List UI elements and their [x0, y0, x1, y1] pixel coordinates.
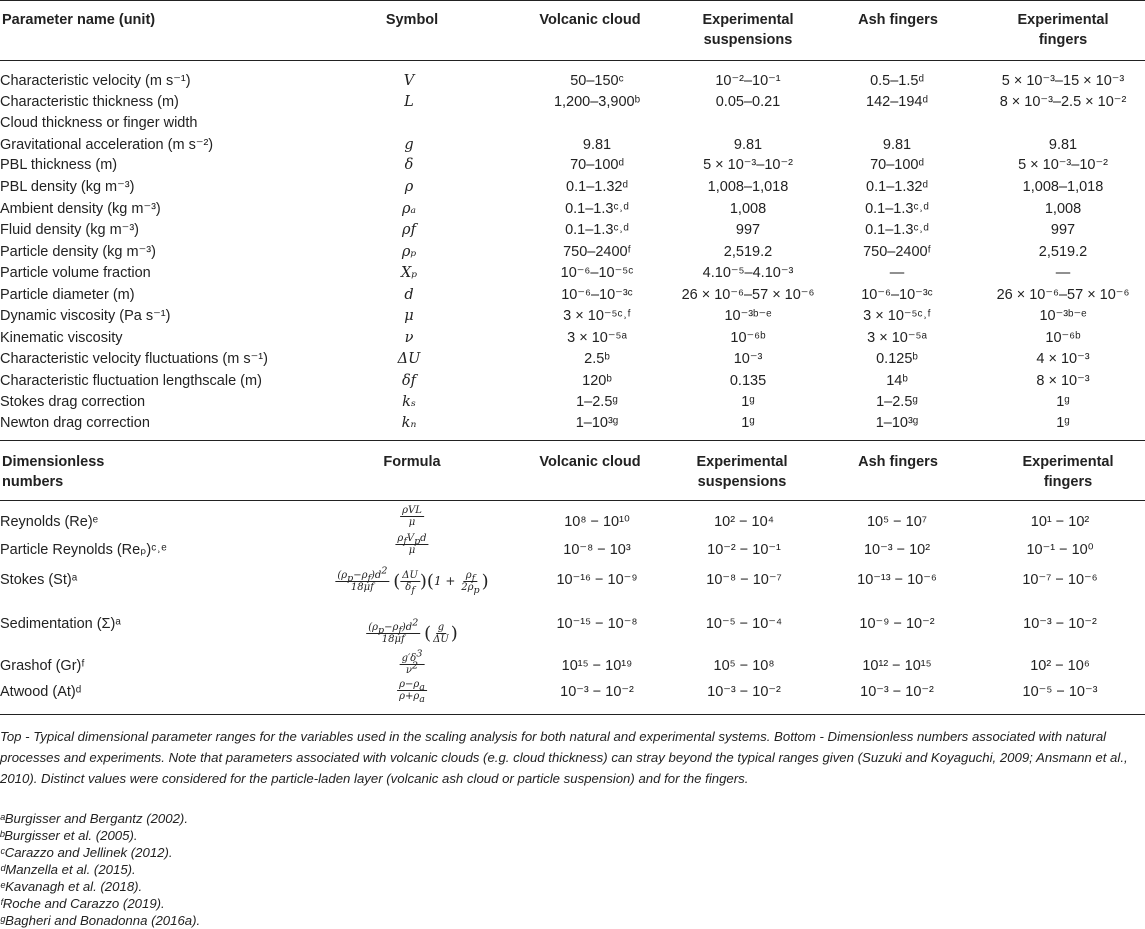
top-cell-exp-fingers: 4 × 10⁻³: [1036, 351, 1090, 367]
top-cell-ash: —: [889, 265, 905, 281]
top-cell-volcanic: 3 × 10⁻⁵ᶜ˒ᶠ: [563, 308, 631, 324]
bottom-cell-ash: 10⁻³ − 10²: [863, 542, 931, 558]
top-cell-symbol: kₙ: [401, 415, 417, 431]
top-cell-ash: 3 × 10⁻⁵ᵃ: [867, 330, 927, 346]
top-cell-symbol: g: [404, 137, 414, 153]
top-cell-symbol: d: [404, 287, 414, 303]
header-experimental-suspensions-2: Experimental suspensions: [696, 454, 788, 490]
top-cell-parameter: Stokes drag correction: [0, 394, 146, 410]
formula-fraction: $\frac{g'\delta^3}{\nu^2}$: [401, 648, 423, 676]
header-experimental-fingers-2: Experimental fingers: [1022, 454, 1114, 490]
top-cell-symbol: ρf: [402, 222, 416, 238]
top-cell-exp-fingers: 1ᵍ: [1056, 394, 1070, 410]
top-cell-ash: 10⁻⁶–10⁻³ᶜ: [861, 287, 933, 303]
top-cell-exp-susp: 9.81: [733, 137, 763, 153]
formula-fraction: $\frac{(\rho_p-\rho_f)d^2}{18\mu f}$: [337, 565, 388, 593]
top-cell-volcanic: 10⁻⁶–10⁻⁵ᶜ: [560, 265, 634, 281]
header-symbol: Symbol: [385, 12, 439, 28]
top-cell-ash: 0.5–1.5ᵈ: [870, 73, 924, 89]
table-caption: Top - Typical dimensional parameter ranges for the variables used in the scaling analysis for both natural and experimental systems. Bottom - Dimensionless numbers associated with natural processes and experiments. Note that parameters associated with volcanic clouds (e.g. cloud thickness) can stray beyond the typical ranges given (Suzuki and Koyaguchi, 2009; Ansmann et al., 2010). Distinct values were considered for the particle-laden layer (volcanic ash cloud or particle suspension) and for the fingers.: [0, 729, 1128, 786]
top-cell-parameter: Cloud thickness or finger width: [0, 115, 198, 131]
formula-fraction: $\frac{(\rho_p-\rho_f)d^2}{18\mu f}$: [368, 617, 419, 645]
top-cell-symbol: ρ: [404, 179, 414, 195]
top-cell-exp-fingers: 1ᵍ: [1056, 415, 1070, 431]
top-cell-symbol: V: [403, 73, 415, 89]
top-cell-ash: 1–10³ᵍ: [875, 415, 919, 431]
top-cell-symbol: ρₚ: [401, 244, 417, 260]
bottom-cell-exp-fingers: 10¹ − 10²: [1030, 514, 1090, 530]
bottom-cell-volcanic: 10¹⁵ − 10¹⁹: [561, 658, 633, 674]
bottom-cell-ash: 10⁵ − 10⁷: [866, 514, 928, 530]
top-cell-parameter: Particle diameter (m): [0, 287, 135, 303]
top-cell-volcanic: 0.1–1.32ᵈ: [566, 179, 628, 195]
top-cell-volcanic: 50–150ᶜ: [570, 73, 624, 89]
header-parameter-name: Parameter name (unit): [2, 12, 156, 28]
top-cell-parameter: Characteristic thickness (m): [0, 94, 179, 110]
top-cell-exp-fingers: 9.81: [1048, 137, 1078, 153]
reference-f: ᶠRoche and Carazzo (2019).: [0, 896, 165, 911]
top-cell-ash: 70–100ᵈ: [870, 157, 924, 173]
top-cell-symbol: δf: [401, 373, 417, 389]
top-cell-exp-fingers: 1,008–1,018: [1022, 179, 1104, 195]
top-cell-exp-fingers: 5 × 10⁻³–15 × 10⁻³: [1001, 73, 1125, 89]
top-cell-exp-susp: 1,008–1,018: [707, 179, 789, 195]
top-cell-symbol: Xₚ: [400, 265, 418, 281]
top-cell-exp-susp: 0.05–0.21: [715, 94, 781, 110]
bottom-row-name: Particle Reynolds (Reₚ)ᶜ˒ᵉ: [0, 542, 167, 558]
top-cell-parameter: PBL thickness (m): [0, 157, 118, 173]
top-cell-exp-fingers: 8 × 10⁻³: [1036, 373, 1090, 389]
top-cell-exp-susp: 4.10⁻⁵–4.10⁻³: [702, 265, 794, 281]
top-cell-exp-susp: 2,519.2: [723, 244, 773, 260]
bottom-cell-exp-susp: 10⁵ − 10⁸: [713, 658, 775, 674]
top-cell-ash: 9.81: [882, 137, 912, 153]
header-rule: [0, 60, 1145, 61]
top-cell-volcanic: 10⁻⁶–10⁻³ᶜ: [561, 287, 633, 303]
bottom-cell-exp-susp: 10⁻² − 10⁻¹: [707, 542, 781, 558]
top-cell-parameter: PBL density (kg m⁻³): [0, 179, 135, 195]
top-cell-exp-susp: 10⁻²–10⁻¹: [715, 73, 781, 89]
bottom-cell-exp-susp: 10⁻⁵ − 10⁻⁴: [705, 616, 783, 632]
top-cell-exp-fingers: 10⁻³ᵇ⁻ᵉ: [1039, 308, 1087, 324]
top-cell-volcanic: 9.81: [582, 137, 612, 153]
top-cell-exp-susp: 10⁻³: [733, 351, 763, 367]
top-cell-exp-susp: 26 × 10⁻⁶–57 × 10⁻⁶: [681, 287, 815, 303]
bottom-cell-volcanic: 10⁸ − 10¹⁰: [564, 514, 630, 530]
top-cell-exp-fingers: 26 × 10⁻⁶–57 × 10⁻⁶: [996, 287, 1130, 303]
header-experimental-fingers: Experimental fingers: [1017, 12, 1109, 48]
bottom-cell-volcanic: 10⁻³ − 10⁻²: [560, 684, 634, 700]
top-cell-ash: 142–194ᵈ: [866, 94, 928, 110]
top-cell-parameter: Particle density (kg m⁻³): [0, 244, 156, 260]
top-cell-ash: 3 × 10⁻⁵ᶜ˒ᶠ: [863, 308, 931, 324]
top-cell-volcanic: 120ᵇ: [582, 373, 612, 389]
top-cell-ash: 0.1–1.32ᵈ: [866, 179, 928, 195]
bottom-row-name: Reynolds (Re)ᵉ: [0, 514, 99, 530]
top-cell-exp-susp: 1,008: [729, 201, 767, 217]
top-cell-ash: 1–2.5ᵍ: [876, 394, 918, 410]
top-cell-parameter: Newton drag correction: [0, 415, 150, 431]
top-cell-exp-fingers: —: [1055, 265, 1071, 281]
top-cell-exp-susp: 5 × 10⁻³–10⁻²: [703, 157, 793, 173]
top-cell-symbol: ΔU: [397, 351, 421, 367]
top-cell-volcanic: 2.5ᵇ: [584, 351, 610, 367]
formula-particle-reynolds: [395, 533, 428, 556]
formula-stokes: $\frac{(\rho_p-\rho_f)d^2}{18\mu f}$ ( $\frac{\Delta U}{\delta_f}$ )(1 + $\frac{\rho_f}{2\rho_p}$ ): [337, 565, 489, 596]
reference-b: ᵇBurgisser et al. (2005).: [0, 828, 138, 843]
reference-d: ᵈManzella et al. (2015).: [0, 862, 136, 877]
top-cell-exp-susp: 1ᵍ: [741, 415, 755, 431]
top-cell-exp-susp: 10⁻⁶ᵇ: [730, 330, 766, 346]
formula-reynolds: [400, 505, 424, 528]
top-cell-symbol: δ: [404, 157, 414, 173]
formula-fraction: $\frac{\rho_fV_pd}{\mu}$: [397, 533, 427, 556]
top-cell-exp-susp: 0.135: [729, 373, 767, 389]
bottom-cell-exp-susp: 10² − 10⁴: [714, 514, 774, 530]
bottom-cell-volcanic: 10⁻¹⁶ − 10⁻⁹: [556, 572, 638, 588]
top-cell-exp-fingers: 5 × 10⁻³–10⁻²: [1018, 157, 1108, 173]
top-cell-volcanic: 70–100ᵈ: [570, 157, 624, 173]
top-cell-exp-fingers: 8 × 10⁻³–2.5 × 10⁻²: [999, 94, 1127, 110]
top-cell-ash: 0.1–1.3ᶜ˒ᵈ: [865, 222, 929, 238]
header-dimensionless-numbers: Dimensionless numbers: [2, 454, 105, 490]
reference-a: ᵃBurgisser and Bergantz (2002).: [0, 811, 188, 826]
top-cell-parameter: Characteristic velocity fluctuations (m s⁻¹): [0, 351, 268, 367]
bottom-cell-ash: 10⁻¹³ − 10⁻⁶: [857, 572, 937, 588]
formula-atwood: [397, 679, 427, 705]
header-experimental-suspensions: Experimental suspensions: [702, 12, 794, 48]
formula-sedimentation: $\frac{(\rho_p-\rho_f)d^2}{18\mu f}$ ( $\frac{g}{\Delta U}$ ): [368, 617, 458, 645]
top-cell-symbol: μ: [404, 308, 414, 324]
top-cell-ash: 14ᵇ: [886, 373, 908, 389]
top-cell-symbol: ρₐ: [402, 201, 416, 217]
top-cell-exp-fingers: 997: [1050, 222, 1076, 238]
reference-c: ᶜCarazzo and Jellinek (2012).: [0, 845, 173, 860]
formula-fraction: $\frac{\rho-\rho_a}{\rho+\rho_a}$: [399, 679, 425, 705]
top-cell-exp-fingers: 2,519.2: [1038, 244, 1088, 260]
header-ash-fingers-2: Ash fingers: [858, 454, 938, 470]
top-cell-exp-susp: 1ᵍ: [741, 394, 755, 410]
top-cell-ash: 0.125ᵇ: [876, 351, 918, 367]
top-cell-volcanic: 3 × 10⁻⁵ᵃ: [567, 330, 627, 346]
top-cell-parameter: Dynamic viscosity (Pa s⁻¹): [0, 308, 171, 324]
bottom-row-name: Stokes (St)ᵃ: [0, 572, 78, 588]
bottom-row-name: Grashof (Gr)ᶠ: [0, 658, 85, 674]
bottom-row-name: Sedimentation (Σ)ᵃ: [0, 616, 121, 632]
top-cell-symbol: kₛ: [402, 394, 416, 410]
top-cell-volcanic: 0.1–1.3ᶜ˒ᵈ: [565, 201, 629, 217]
header-volcanic-cloud-2: Volcanic cloud: [539, 454, 641, 470]
header-ash-fingers: Ash fingers: [858, 12, 938, 28]
top-cell-parameter: Gravitational acceleration (m s⁻²): [0, 137, 214, 153]
top-rule: [0, 0, 1145, 1]
bottom-cell-ash: 10⁻⁹ − 10⁻²: [859, 616, 935, 632]
bottom-cell-exp-fingers: 10² − 10⁶: [1030, 658, 1090, 674]
top-cell-ash: 0.1–1.3ᶜ˒ᵈ: [865, 201, 929, 217]
bottom-cell-volcanic: 10⁻⁸ − 10³: [563, 542, 631, 558]
bottom-cell-exp-fingers: 10⁻³ − 10⁻²: [1023, 616, 1097, 632]
header-formula: Formula: [383, 454, 441, 470]
bottom-cell-ash: 10¹² − 10¹⁵: [862, 658, 932, 674]
top-cell-exp-susp: 10⁻³ᵇ⁻ᵉ: [724, 308, 772, 324]
top-cell-volcanic: 1–2.5ᵍ: [576, 394, 618, 410]
bottom-cell-ash: 10⁻³ − 10⁻²: [860, 684, 934, 700]
reference-e: ᵉKavanagh et al. (2018).: [0, 879, 143, 894]
bottom-cell-exp-susp: 10⁻³ − 10⁻²: [707, 684, 781, 700]
bottom-header-rule: [0, 500, 1145, 501]
bottom-cell-exp-fingers: 10⁻¹ − 10⁰: [1026, 542, 1094, 558]
top-cell-parameter: Ambient density (kg m⁻³): [0, 201, 161, 217]
top-cell-volcanic: 1–10³ᵍ: [575, 415, 619, 431]
bottom-cell-exp-fingers: 10⁻⁵ − 10⁻³: [1022, 684, 1098, 700]
reference-g: ᵍBagheri and Bonadonna (2016a).: [0, 913, 201, 928]
mid-rule: [0, 440, 1145, 441]
top-cell-symbol: L: [404, 94, 414, 110]
top-cell-volcanic: 0.1–1.3ᶜ˒ᵈ: [565, 222, 629, 238]
top-cell-exp-fingers: 10⁻⁶ᵇ: [1045, 330, 1081, 346]
bottom-cell-exp-susp: 10⁻⁸ − 10⁻⁷: [706, 572, 782, 588]
top-cell-parameter: Particle volume fraction: [0, 265, 151, 281]
top-cell-parameter: Characteristic velocity (m s⁻¹): [0, 73, 191, 89]
bottom-cell-volcanic: 10⁻¹⁵ − 10⁻⁸: [556, 616, 638, 632]
top-cell-exp-fingers: 1,008: [1044, 201, 1082, 217]
formula-fraction: $\frac{\text{ρVL}}{\mu}$: [402, 505, 422, 528]
top-cell-symbol: ν: [404, 330, 414, 346]
top-cell-volcanic: 1,200–3,900ᵇ: [553, 94, 641, 110]
formula-grashof: [400, 648, 425, 676]
bottom-row-name: Atwood (At)ᵈ: [0, 684, 82, 700]
top-cell-parameter: Characteristic fluctuation lengthscale (m): [0, 373, 262, 389]
top-cell-exp-susp: 997: [735, 222, 761, 238]
header-volcanic-cloud: Volcanic cloud: [539, 12, 641, 28]
top-cell-ash: 750–2400ᶠ: [863, 244, 931, 260]
top-cell-volcanic: 750–2400ᶠ: [563, 244, 631, 260]
top-cell-parameter: Fluid density (kg m⁻³): [0, 222, 139, 238]
bottom-rule: [0, 714, 1145, 715]
bottom-cell-exp-fingers: 10⁻⁷ − 10⁻⁶: [1022, 572, 1098, 588]
top-cell-parameter: Kinematic viscosity: [0, 330, 123, 346]
